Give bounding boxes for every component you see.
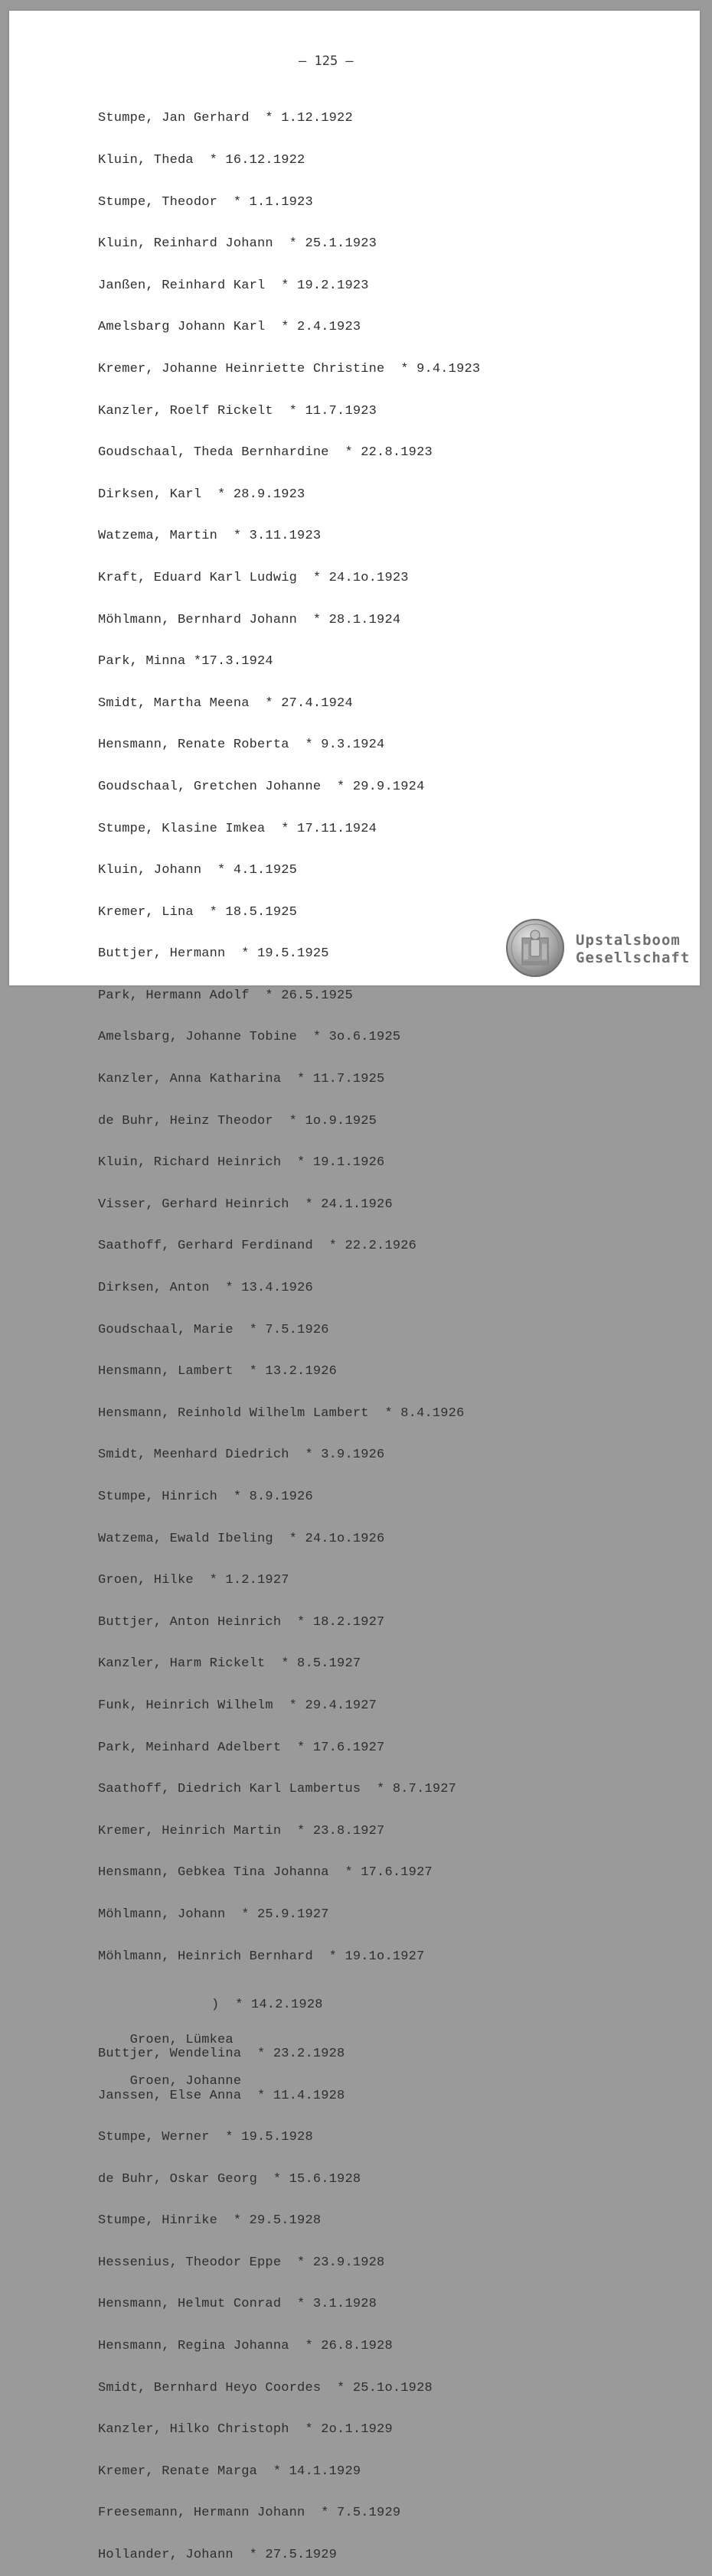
page-number: – 125 – — [299, 54, 354, 69]
brand-wordmark — [576, 932, 690, 967]
list-item: de Buhr, Heinz Theodor * 1o.9.1925 — [98, 1113, 377, 1128]
list-item: Hollander, Johann * 27.5.1929 — [98, 2548, 338, 2563]
list-item: Stumpe, Werner * 19.5.1928 — [98, 2130, 313, 2145]
list-item: Stumpe, Theodor * 1.1.1923 — [98, 194, 313, 210]
list-item: Kremer, Heinrich Martin * 23.8.1927 — [98, 1823, 385, 1838]
twin-birth-date: ) * 14.2.1928 — [211, 1998, 323, 2013]
list-item: Dirksen, Karl * 28.9.1923 — [98, 487, 305, 502]
list-item: Janßen, Reinhard Karl * 19.2.1923 — [98, 278, 369, 293]
list-item: Buttjer, Anton Heinrich * 18.2.1927 — [98, 1614, 385, 1630]
list-item: Park, Hermann Adolf * 26.5.1925 — [98, 988, 353, 1003]
list-item: Buttjer, Wendelina * 23.2.1928 — [98, 2046, 345, 2061]
list-item: Hensmann, Lambert * 13.2.1926 — [98, 1364, 338, 1379]
list-item: Goudschaal, Gretchen Johanne * 29.9.1924 — [98, 779, 425, 794]
list-item: Amelsbarg, Johanne Tobine * 3o.6.1925 — [98, 1030, 401, 1045]
list-item: Hensmann, Gebkea Tina Johanna * 17.6.1927 — [98, 1865, 433, 1881]
list-item: Smidt, Bernhard Heyo Coordes * 25.1o.1928 — [98, 2380, 433, 2395]
list-item: Dirksen, Anton * 13.4.1926 — [98, 1281, 313, 1296]
list-item: Kremer, Lina * 18.5.1925 — [98, 904, 298, 920]
list-item: Janssen, Else Anna * 11.4.1928 — [98, 2088, 345, 2103]
list-item: Buttjer, Hermann * 19.5.1925 — [98, 946, 329, 962]
brand-line-2: Gesellschaft — [576, 949, 691, 966]
twin-second-name: Groen, Johanne — [129, 2074, 242, 2089]
list-item: Watzema, Ewald Ibeling * 24.1o.1926 — [98, 1531, 385, 1546]
list-item: Stumpe, Jan Gerhard * 1.12.1922 — [98, 111, 353, 126]
list-item: Hensmann, Reinhold Wilhelm Lambert * 8.4.1926 — [98, 1405, 465, 1421]
twin-names — [130, 2005, 242, 2117]
list-item: Hensmann, Renate Roberta * 9.3.1924 — [98, 738, 385, 753]
list-item: Kraft, Eduard Karl Ludwig * 24.1o.1923 — [98, 570, 409, 585]
list-item: Kremer, Renate Marga * 14.1.1929 — [98, 2464, 361, 2479]
list-item: Freesemann, Hermann Johann * 7.5.1929 — [98, 2506, 401, 2521]
list-item: Kanzler, Harm Rickelt * 8.5.1927 — [98, 1656, 361, 1672]
list-item: Park, Meinhard Adelbert * 17.6.1927 — [98, 1740, 385, 1755]
list-item: Amelsbarg Johann Karl * 2.4.1923 — [98, 320, 361, 335]
list-item: Kanzler, Anna Katharina * 11.7.1925 — [98, 1072, 385, 1087]
list-item: Kluin, Johann * 4.1.1925 — [98, 863, 298, 878]
list-item: Smidt, Martha Meena * 27.4.1924 — [98, 695, 353, 711]
list-item: Kanzler, Roelf Rickelt * 11.7.1923 — [98, 403, 377, 418]
list-item: Stumpe, Klasine Imkea * 17.11.1924 — [98, 821, 377, 836]
list-item: Smidt, Meenhard Diedrich * 3.9.1926 — [98, 1448, 385, 1463]
list-item: de Buhr, Oskar Georg * 15.6.1928 — [98, 2171, 361, 2187]
list-item: Stumpe, Hinrich * 8.9.1926 — [98, 1490, 313, 1504]
list-item: Saathoff, Diedrich Karl Lambertus * 8.7.1927 — [98, 1782, 457, 1797]
list-item: Visser, Gerhard Heinrich * 24.1.1926 — [98, 1197, 393, 1212]
list-item: Hensmann, Helmut Conrad * 3.1.1928 — [98, 2297, 377, 2312]
list-item: Kremer, Johanne Heinriette Christine * 9.4.1923 — [98, 361, 481, 376]
list-item: Stumpe, Hinrike * 29.5.1928 — [98, 2213, 322, 2229]
list-item: Watzema, Martin * 3.11.1923 — [98, 529, 322, 544]
list-item: Hensmann, Regina Johanna * 26.8.1928 — [98, 2339, 393, 2354]
seal-logo-icon — [505, 918, 565, 978]
list-item: Hessenius, Theodor Eppe * 23.9.1928 — [98, 2255, 385, 2270]
list-item: Möhlmann, Johann * 25.9.1927 — [98, 1907, 329, 1922]
list-item: Kanzler, Hilko Christoph * 2o.1.1929 — [98, 2422, 393, 2438]
list-item: Goudschaal, Marie * 7.5.1926 — [98, 1322, 329, 1337]
list-item: Kluin, Theda * 16.12.1922 — [98, 153, 305, 168]
list-item: Kluin, Richard Heinrich * 19.1.1926 — [98, 1155, 385, 1171]
list-item: Park, Minna *17.3.1924 — [98, 654, 273, 669]
brand-line-1: Upstalsboom — [576, 932, 681, 949]
list-item: Möhlmann, Heinrich Bernhard * 19.1o.1927 — [98, 1949, 425, 1964]
list-item: Saathoff, Gerhard Ferdinand * 22.2.1926 — [98, 1239, 417, 1254]
list-item: Funk, Heinrich Wilhelm * 29.4.1927 — [98, 1698, 377, 1713]
list-item: Groen, Hilke * 1.2.1927 — [98, 1573, 289, 1588]
list-item: Möhlmann, Bernhard Johann * 28.1.1924 — [98, 612, 401, 627]
birth-register-list — [98, 84, 480, 2576]
list-item: Goudschaal, Theda Bernhardine * 22.8.1923 — [98, 445, 433, 461]
twin-first-name: Groen, Lümkea — [129, 2032, 234, 2047]
list-item: Kluin, Reinhard Johann * 25.1.1923 — [98, 236, 377, 252]
